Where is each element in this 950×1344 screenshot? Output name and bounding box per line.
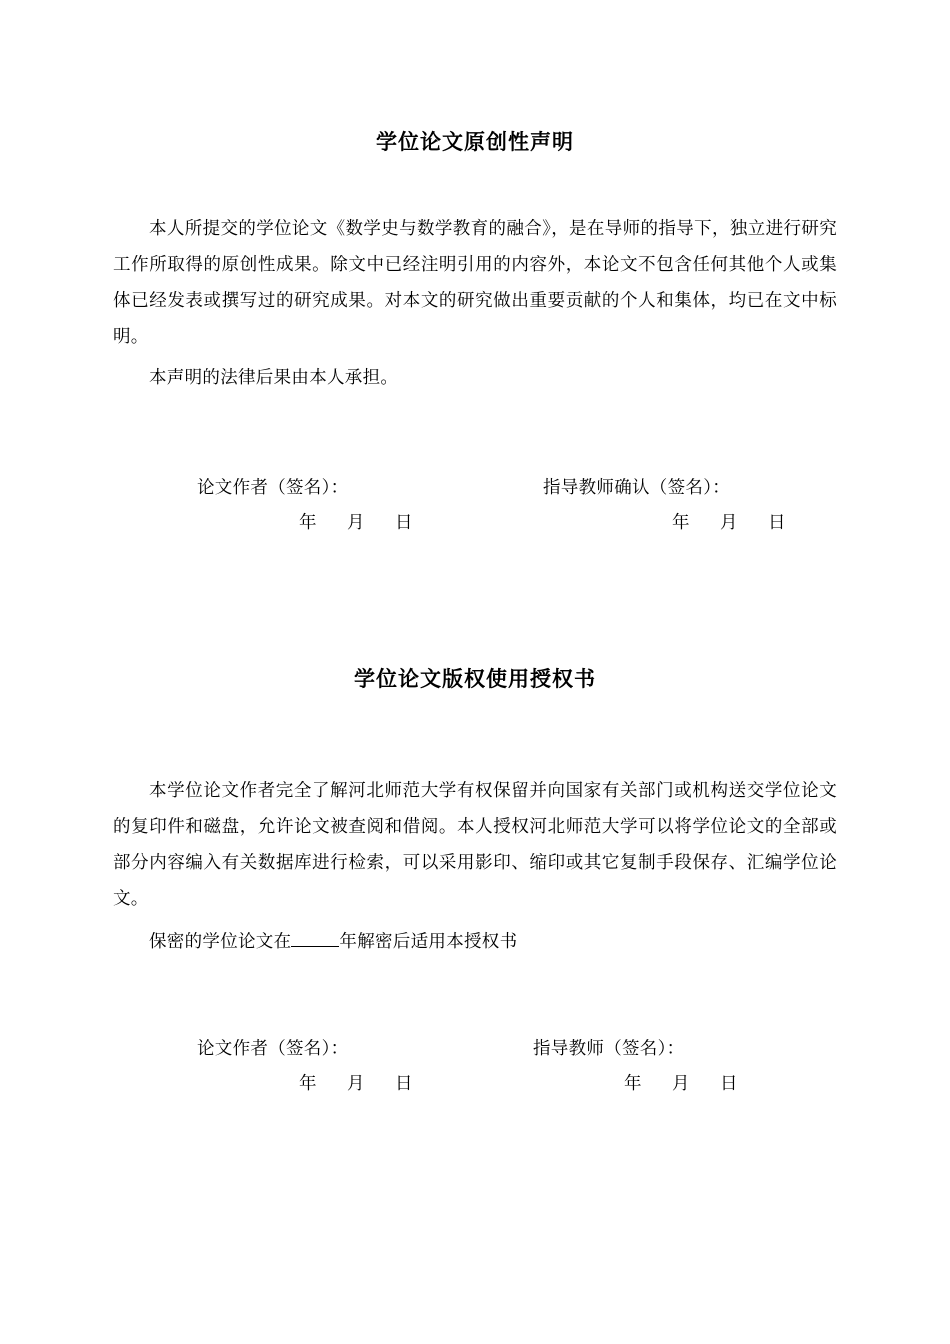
- copyright-author-date: [299, 1070, 443, 1095]
- copyright-title: 学位论文版权使用授权书: [354, 667, 596, 691]
- date-month: 月: [672, 1074, 690, 1094]
- copyright-advisor-date: [624, 1070, 768, 1095]
- originality-title: 学位论文原创性声明: [376, 130, 574, 154]
- copyright-advisor-sign-label: 指导教师（签名）：: [533, 1039, 685, 1059]
- secret-years-blank: [291, 932, 339, 947]
- date-day: 日: [720, 1074, 738, 1094]
- date-year: 年: [624, 1074, 642, 1094]
- originality-advisor-date: [672, 509, 816, 534]
- originality-author-sign-label: 论文作者（签名）：: [197, 478, 349, 498]
- date-year: 年: [672, 513, 690, 533]
- date-year: 年: [299, 1074, 317, 1094]
- secret-suffix: 年解密后适用本授权书: [339, 932, 518, 952]
- date-month: 月: [347, 1074, 365, 1094]
- copyright-secret-line: [149, 928, 517, 953]
- originality-paragraph-1: 本人所提交的学位论文《数学史与数学教育的融合》，是在导师的指导下，独立进行研究工作所取得的原创性成果。除文中已经注明引用的内容外，本论文不包含任何其他个人或集体已经发表或撰写过的研究成果。对本文的研究做出重要贡献的个人和集体，均已在文中标明。: [113, 219, 837, 347]
- date-month: 月: [720, 513, 738, 533]
- date-month: 月: [347, 513, 365, 533]
- copyright-author-sign-label: 论文作者（签名）：: [197, 1039, 349, 1059]
- date-year: 年: [299, 513, 317, 533]
- copyright-paragraph-1: 本学位论文作者完全了解河北师范大学有权保留并向国家有关部门或机构送交学位论文的复印件和磁盘，允许论文被查阅和借阅。本人授权河北师范大学可以将学位论文的全部或部分内容编入有关数据库进行检索，可以采用影印、缩印或其它复制手段保存、汇编学位论文。: [113, 781, 837, 909]
- date-day: 日: [395, 513, 413, 533]
- originality-author-date: [299, 509, 443, 534]
- originality-advisor-sign-label: 指导教师确认（签名）：: [543, 478, 731, 498]
- date-day: 日: [395, 1074, 413, 1094]
- originality-paragraph-2: 本声明的法律后果由本人承担。: [149, 368, 399, 388]
- secret-prefix: 保密的学位论文在: [149, 932, 292, 952]
- date-day: 日: [768, 513, 786, 533]
